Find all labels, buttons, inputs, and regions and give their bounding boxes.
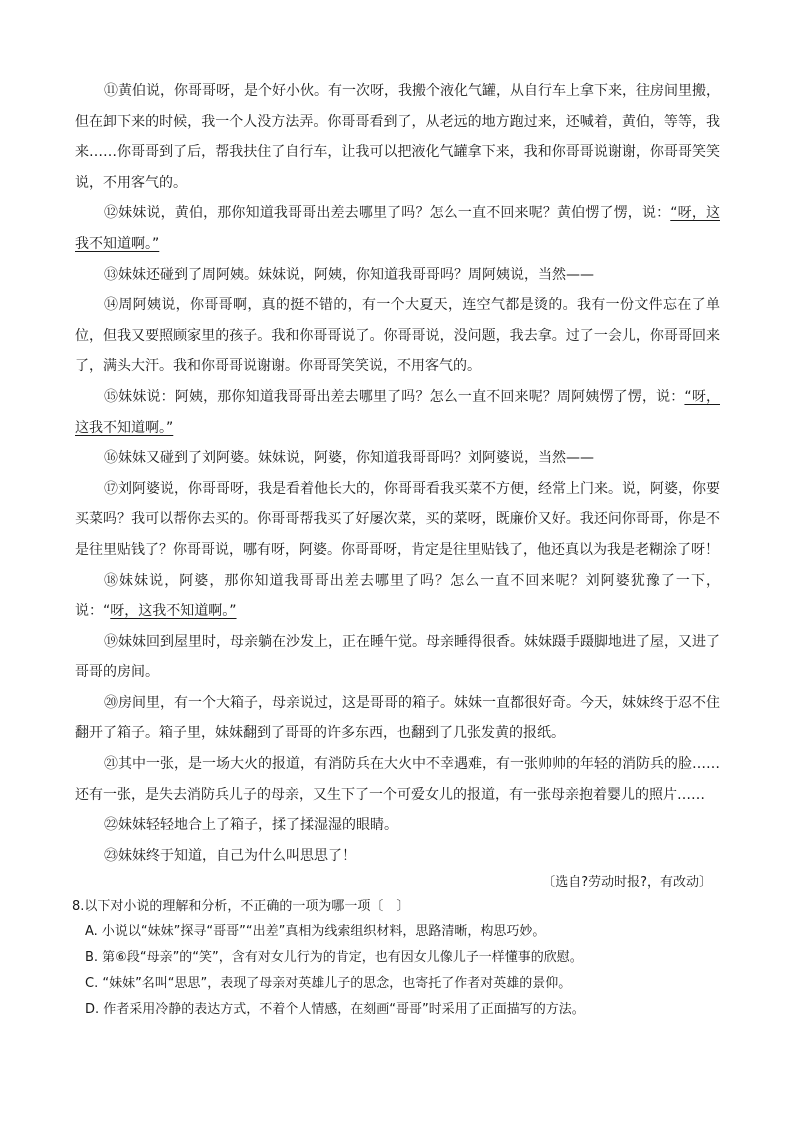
- paragraph-text: ㉑其中一张，是一场大火的报道，有消防兵在大火中不幸遇难，有一张帅帅的年轻的消防兵的脸……还有一张，是失去消防兵儿子的母亲，又生下了一个可爱女儿的报道，有一张母亲抱着婴儿的照片……: [75, 756, 720, 803]
- paragraph-text: ⑳房间里，有一个大箱子，母亲说过，这是哥哥的箱子。妹妹一直都很好奇。今天，妹妹终于忍不住翻开了箱子。箱子里，妹妹翻到了哥哥的许多东西，也翻到了几张发黄的报纸。: [75, 694, 720, 742]
- paragraph-14: [75, 290, 720, 382]
- paragraph-text: ⑲妹妹回到屋里时，母亲躺在沙发上，正在睡午觉。母亲睡得很香。妹妹蹑手蹑脚地进了屋，又进了哥哥的房间。: [75, 633, 720, 681]
- paragraph-12: [75, 198, 720, 259]
- underlined-quote: “呀，这我不知道啊。”: [75, 388, 720, 436]
- paragraph-21: [75, 749, 720, 810]
- paragraph-text: ㉓妹妹终于知道，自己为什么叫思思了！: [104, 847, 356, 864]
- option-a: A. 小说以“妹妹”探寻“哥哥”“出差”真相为线索组织材料，思路清晰，构思巧妙。: [85, 924, 546, 940]
- option-b: B. 第⑥段“母亲”的“笑”，含有对女儿行为的肯定，也有因女儿像儿子一样懂事的欣慰。: [85, 950, 583, 966]
- paragraph-23: [75, 841, 720, 872]
- paragraph-11: [75, 76, 720, 198]
- paragraph-text: ⑬妹妹还碰到了周阿姨。妹妹说，阿姨，你知道我哥哥吗？周阿姨说，当然——: [104, 266, 594, 283]
- paragraph-text: ⑮妹妹说：阿姨，那你知道我哥哥出差去哪里了吗？怎么一直不回来呢？周阿姨愣了愣，说：: [104, 388, 685, 405]
- question-8: [72, 895, 720, 1023]
- paragraph-15: [75, 382, 720, 443]
- option-c: C. “妹妹”名叫“思思”，表现了母亲对英雄儿子的思念，也寄托了作者对英雄的景仰。: [85, 976, 572, 992]
- paragraph-text: ⑰刘阿婆说，你哥哥呀，我是看着他长大的，你哥哥看我买菜不方便，经常上门来。说，阿婆，你要买菜吗？我可以帮你去买的。你哥哥帮我买了好屡次菜，买的菜呀，既廉价又好。我还问你哥哥，你是不是往里贴钱了？你哥哥说，哪有呀，阿婆。你哥哥呀，肯定是往里贴钱了，他还真以为我是老糊涂了呀！: [75, 480, 720, 558]
- paragraph-text: ㉒妹妹轻轻地合上了箱子，揉了揉湿湿的眼睛。: [104, 817, 398, 834]
- paragraph-text: ⑯妹妹又碰到了刘阿婆。妹妹说，阿婆，你知道我哥哥吗？刘阿婆说，当然——: [104, 450, 594, 467]
- paragraph-text: ⑭周阿姨说，你哥哥啊，真的挺不错的，有一个大夏天，连空气都是烫的。我有一份文件忘在了单位，但我又要照顾家里的孩子。我和你哥哥说了。你哥哥说，没问题，我去拿。过了一会儿，你哥哥回来了，满头大汗。我和你哥哥说谢谢。你哥哥笑笑说，不用客气的。: [75, 297, 720, 375]
- paragraph-16: [75, 443, 720, 474]
- paragraph-18: [75, 566, 720, 627]
- paragraph-20: [75, 688, 720, 749]
- option-d: D. 作者采用冷静的表达方式，不着个人情感，在刻画“哥哥”时采用了正面描写的方法。: [85, 1002, 585, 1018]
- paragraph-text: ⑱妹妹说，阿婆，那你知道我哥哥出差去哪里了吗？怎么一直不回来呢？刘阿婆犹豫了一下，说：“: [75, 572, 720, 620]
- paragraph-22: [75, 810, 720, 841]
- paragraph-19: [75, 627, 720, 688]
- source-citation: 〔选自?劳动时报?，有改动〕: [542, 875, 712, 891]
- underlined-quote: 呀，这我不知道啊。”: [110, 603, 237, 620]
- passage-content: [72, 76, 720, 1023]
- question-stem: 8.以下对小说的理解和分析，不正确的一项为哪一项〔 〕: [72, 899, 410, 915]
- paragraph-text: ⑫妹妹说，黄伯，那你知道我哥哥出差去哪里了吗？怎么一直不回来呢？黄伯愣了愣，说：: [104, 205, 671, 222]
- underlined-quote: “呀，这我不知道啊。”: [75, 205, 720, 252]
- paragraph-13: [75, 260, 720, 291]
- paragraph-17: [75, 474, 720, 566]
- paragraph-text: ⑪黄伯说，你哥哥呀，是个好小伙。有一次呀，我搬个液化气罐，从自行车上拿下来，往房间里搬，但在卸下来的时候，我一个人没方法弄。你哥哥看到了，从老远的地方跑过来，还喊着，黄伯，等等，我来……你哥哥到了后，帮我扶住了自行车，让我可以把液化气罐拿下来，我和你哥哥说谢谢，你哥哥笑笑说，不用客气的。: [75, 83, 720, 191]
